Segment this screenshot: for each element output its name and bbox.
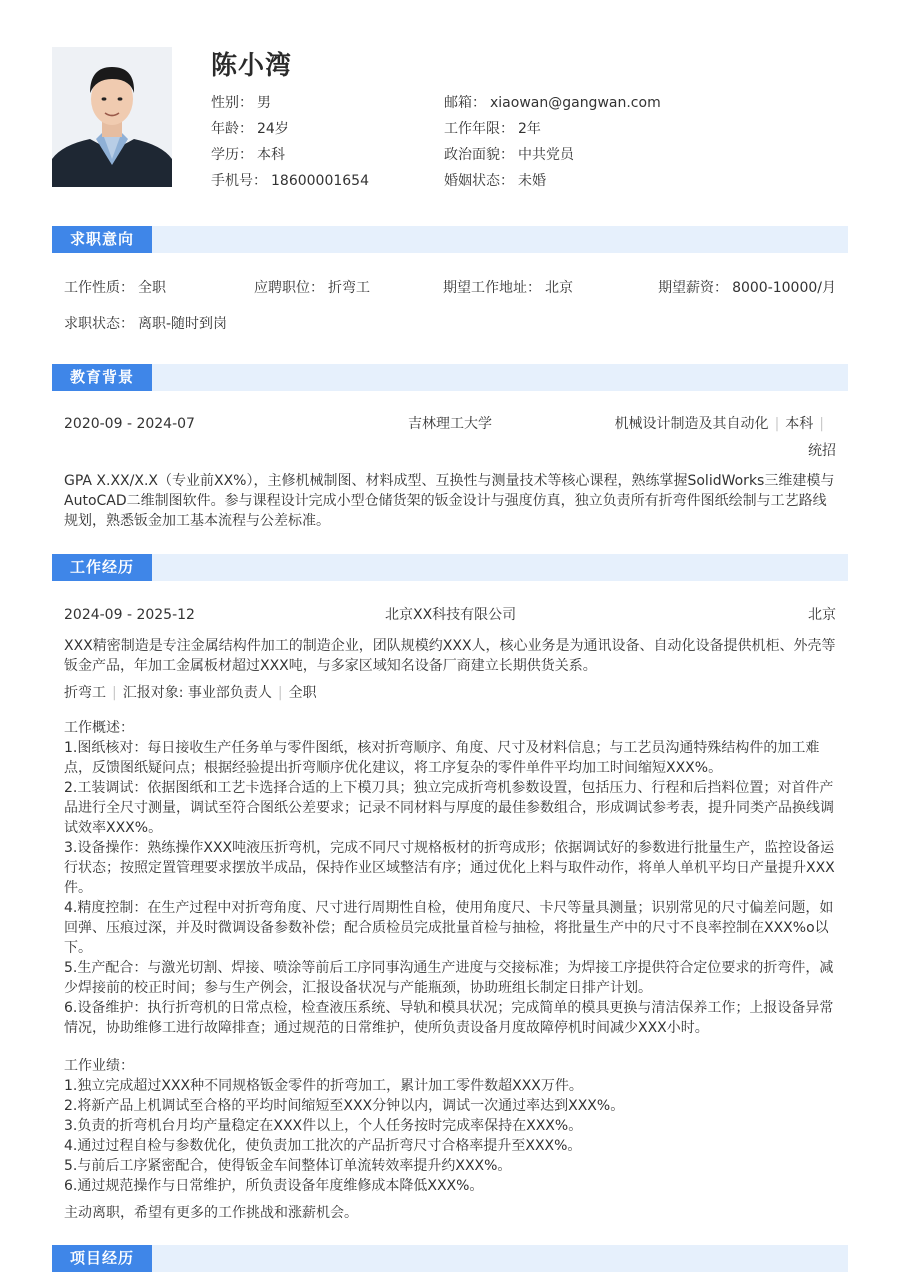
intent-position: [254, 278, 370, 298]
work-overview-item: 4.精度控制：在生产过程中对折弯角度、尺寸进行周期性自检，使用角度尺、卡尺等量具测量；识别常见的尺寸偏差问题，如回弹、压痕过深，并及时微调设备参数补偿；配合质检员完成批量首检与抽检，将批量生产中的尺寸不良率控制在XXX%o以下。: [64, 900, 834, 956]
work-achievement-item: 3.负责的折弯机台月均产量稳定在XXX件以上，个人任务按时完成率保持在XXX%。: [64, 1118, 583, 1134]
section-title: 工作经历: [52, 554, 152, 581]
work-achievement-item: 2.将新产品上机调试至合格的平均时间缩短至XXX分钟以内，调试一次通过率达到XXX%。: [64, 1098, 625, 1114]
info-value: 男: [257, 95, 271, 111]
info-label: 学历：: [211, 147, 253, 163]
info-value: 本科: [257, 147, 285, 163]
candidate-name: 陈小湾: [211, 51, 293, 81]
work-report-to: 汇报对象: 事业部负责人: [122, 685, 272, 701]
work-type: 全职: [288, 685, 317, 701]
info-marital-status: [444, 171, 546, 191]
intent-label: 应聘职位：: [254, 280, 324, 296]
info-label: 政治面貌：: [444, 147, 514, 163]
info-value: 中共党员: [518, 147, 574, 163]
info-phone: [211, 171, 369, 191]
work-company: 北京XX科技有限公司: [385, 607, 517, 623]
work-achievement-item: 4.通过过程自检与参数优化，使负责加工批次的产品折弯尺寸合格率提升至XXX%。: [64, 1138, 582, 1154]
education-period: 2020-09 - 2024-07: [64, 416, 195, 432]
work-role-line: 折弯工 | 汇报对象: 事业部负责人 | 全职: [64, 685, 317, 701]
work-company-description: XXX精密制造是专注金属结构件加工的制造企业，团队规模约XXX人，核心业务是为通讯设备、自动化设备提供机柜、外壳等钣金产品，年加工金属板材超过XXX吨，与多家区域知名设备厂商建立长期供货关系。: [64, 638, 836, 674]
work-achievement-item: 6.通过规范操作与日常维护，所负责设备年度维修成本降低XXX%。: [64, 1178, 484, 1194]
section-header-project: [52, 1245, 848, 1272]
info-label: 婚姻状态：: [444, 173, 514, 189]
intent-label: 求职状态：: [64, 316, 134, 332]
intent-label: 期望工作地址：: [443, 280, 541, 296]
work-overview-item: 1.图纸核对：每日接收生产任务单与零件图纸，核对折弯顺序、角度、尺寸及材料信息；与工艺员沟通特殊结构件的加工难点，反馈图纸疑问点；根据经验提出折弯顺序优化建议，将工序复杂的零件单件平均加工时间缩短XXX%。: [64, 740, 820, 776]
intent-location: [443, 278, 573, 298]
info-value: 未婚: [518, 173, 546, 189]
info-label: 年龄：: [211, 121, 253, 137]
info-education: [211, 145, 285, 165]
work-overview-item: 5.生产配合：与激光切割、焊接、喷涂等前后工序同事沟通生产进度与交接标准；为焊接工序提供符合定位要求的折弯件，减少焊接前的校正时间；参与生产例会，汇报设备状况与产能瓶颈，协助班组长制定日排产计划。: [64, 960, 834, 996]
intent-value: 8000-10000/月: [732, 280, 836, 296]
info-label: 工作年限：: [444, 121, 514, 137]
info-age: [211, 119, 289, 139]
education-school: 吉林理工大学: [408, 416, 492, 432]
info-label: 邮箱：: [444, 95, 486, 111]
work-achievement-item: 1.独立完成超过XXX种不同规格钣金零件的折弯加工，累计加工零件数超XXX万件。: [64, 1078, 583, 1094]
section-title: 教育背景: [52, 364, 152, 391]
info-value: 2年: [518, 121, 541, 137]
intent-value: 北京: [545, 280, 573, 296]
education-mode: 统招: [808, 443, 836, 459]
intent-job-type: [64, 278, 166, 298]
work-position: 折弯工: [64, 685, 106, 701]
work-overview: [64, 718, 836, 1038]
work-overview-item: 2.工装调试：依据图纸和工艺卡选择合适的上下模刀具；独立完成折弯机参数设置，包括压力、行程和后挡料位置；对首件产品进行全尺寸测量，调试至符合图纸公差要求；记录不同材料与厚度的最佳参数组合，形成调试参考表，提升同类产品换线调试效率XXX%。: [64, 780, 834, 836]
section-header-intent: [52, 226, 848, 253]
education-description: GPA X.XX/X.X（专业前XX%），主修机械制图、材料成型、互换性与测量技术等核心课程，熟练掌握SolidWorks三维建模与AutoCAD二维制图软件。参与课程设计完成小型仓储货架的钣金设计与强度仿真，独立负责所有折弯件图纸绘制与工艺路线规划，熟悉钣金加工基本流程与公差标准。: [64, 473, 835, 529]
work-overview-item: 6.设备维护：执行折弯机的日常点检，检查液压系统、导轨和模具状况；完成简单的模具更换与清洁保养工作；上报设备异常情况，协助维修工进行故障排查；通过规范的日常维护，使所负责设备月度故障停机时间减少XXX小时。: [64, 1000, 834, 1036]
section-header-work: [52, 554, 848, 581]
intent-salary: [658, 278, 836, 298]
info-gender: [211, 93, 271, 113]
intent-label: 工作性质：: [64, 280, 134, 296]
education-major-degree: 机械设计制造及其自动化 | 本科 |: [614, 416, 824, 432]
education-major: 机械设计制造及其自动化: [614, 416, 769, 432]
work-achievements-title: 工作业绩：: [64, 1058, 134, 1074]
portrait-image: [52, 47, 172, 187]
section-title: 项目经历: [52, 1245, 152, 1272]
info-value: 24岁: [257, 121, 289, 137]
intent-status: [64, 314, 227, 334]
work-overview-item: 3.设备操作：熟练操作XXX吨液压折弯机，完成不同尺寸规格板材的折弯成形；依据调试好的参数进行批量生产，监控设备运行状态；按照定置管理要求摆放半成品，保持作业区域整洁有序；通过优化上料与取件动作，将单人单机平均日产量提升XXX件。: [64, 840, 835, 896]
info-value: xiaowan@gangwan.com: [490, 95, 661, 111]
section-title: 求职意向: [52, 226, 152, 253]
intent-value: 全职: [138, 280, 166, 296]
section-header-education: [52, 364, 848, 391]
intent-value: 折弯工: [328, 280, 370, 296]
work-achievements: [64, 1056, 836, 1196]
info-value: 18600001654: [271, 173, 369, 189]
intent-label: 期望薪资：: [658, 280, 729, 296]
info-political-status: [444, 145, 574, 165]
profile-photo: [52, 47, 172, 187]
info-label: 性别：: [211, 95, 253, 111]
work-leave-reason: 主动离职，希望有更多的工作挑战和涨薪机会。: [64, 1205, 358, 1221]
work-achievement-item: 5.与前后工序紧密配合，使得钣金车间整体订单流转效率提升约XXX%。: [64, 1158, 512, 1174]
work-period: 2024-09 - 2025-12: [64, 607, 195, 623]
intent-value: 离职-随时到岗: [138, 316, 228, 332]
info-label: 手机号：: [211, 173, 267, 189]
info-experience-years: [444, 119, 541, 139]
info-email: [444, 93, 661, 113]
work-city: 北京: [808, 607, 836, 623]
work-overview-title: 工作概述：: [64, 720, 134, 736]
education-degree: 本科: [785, 416, 814, 432]
